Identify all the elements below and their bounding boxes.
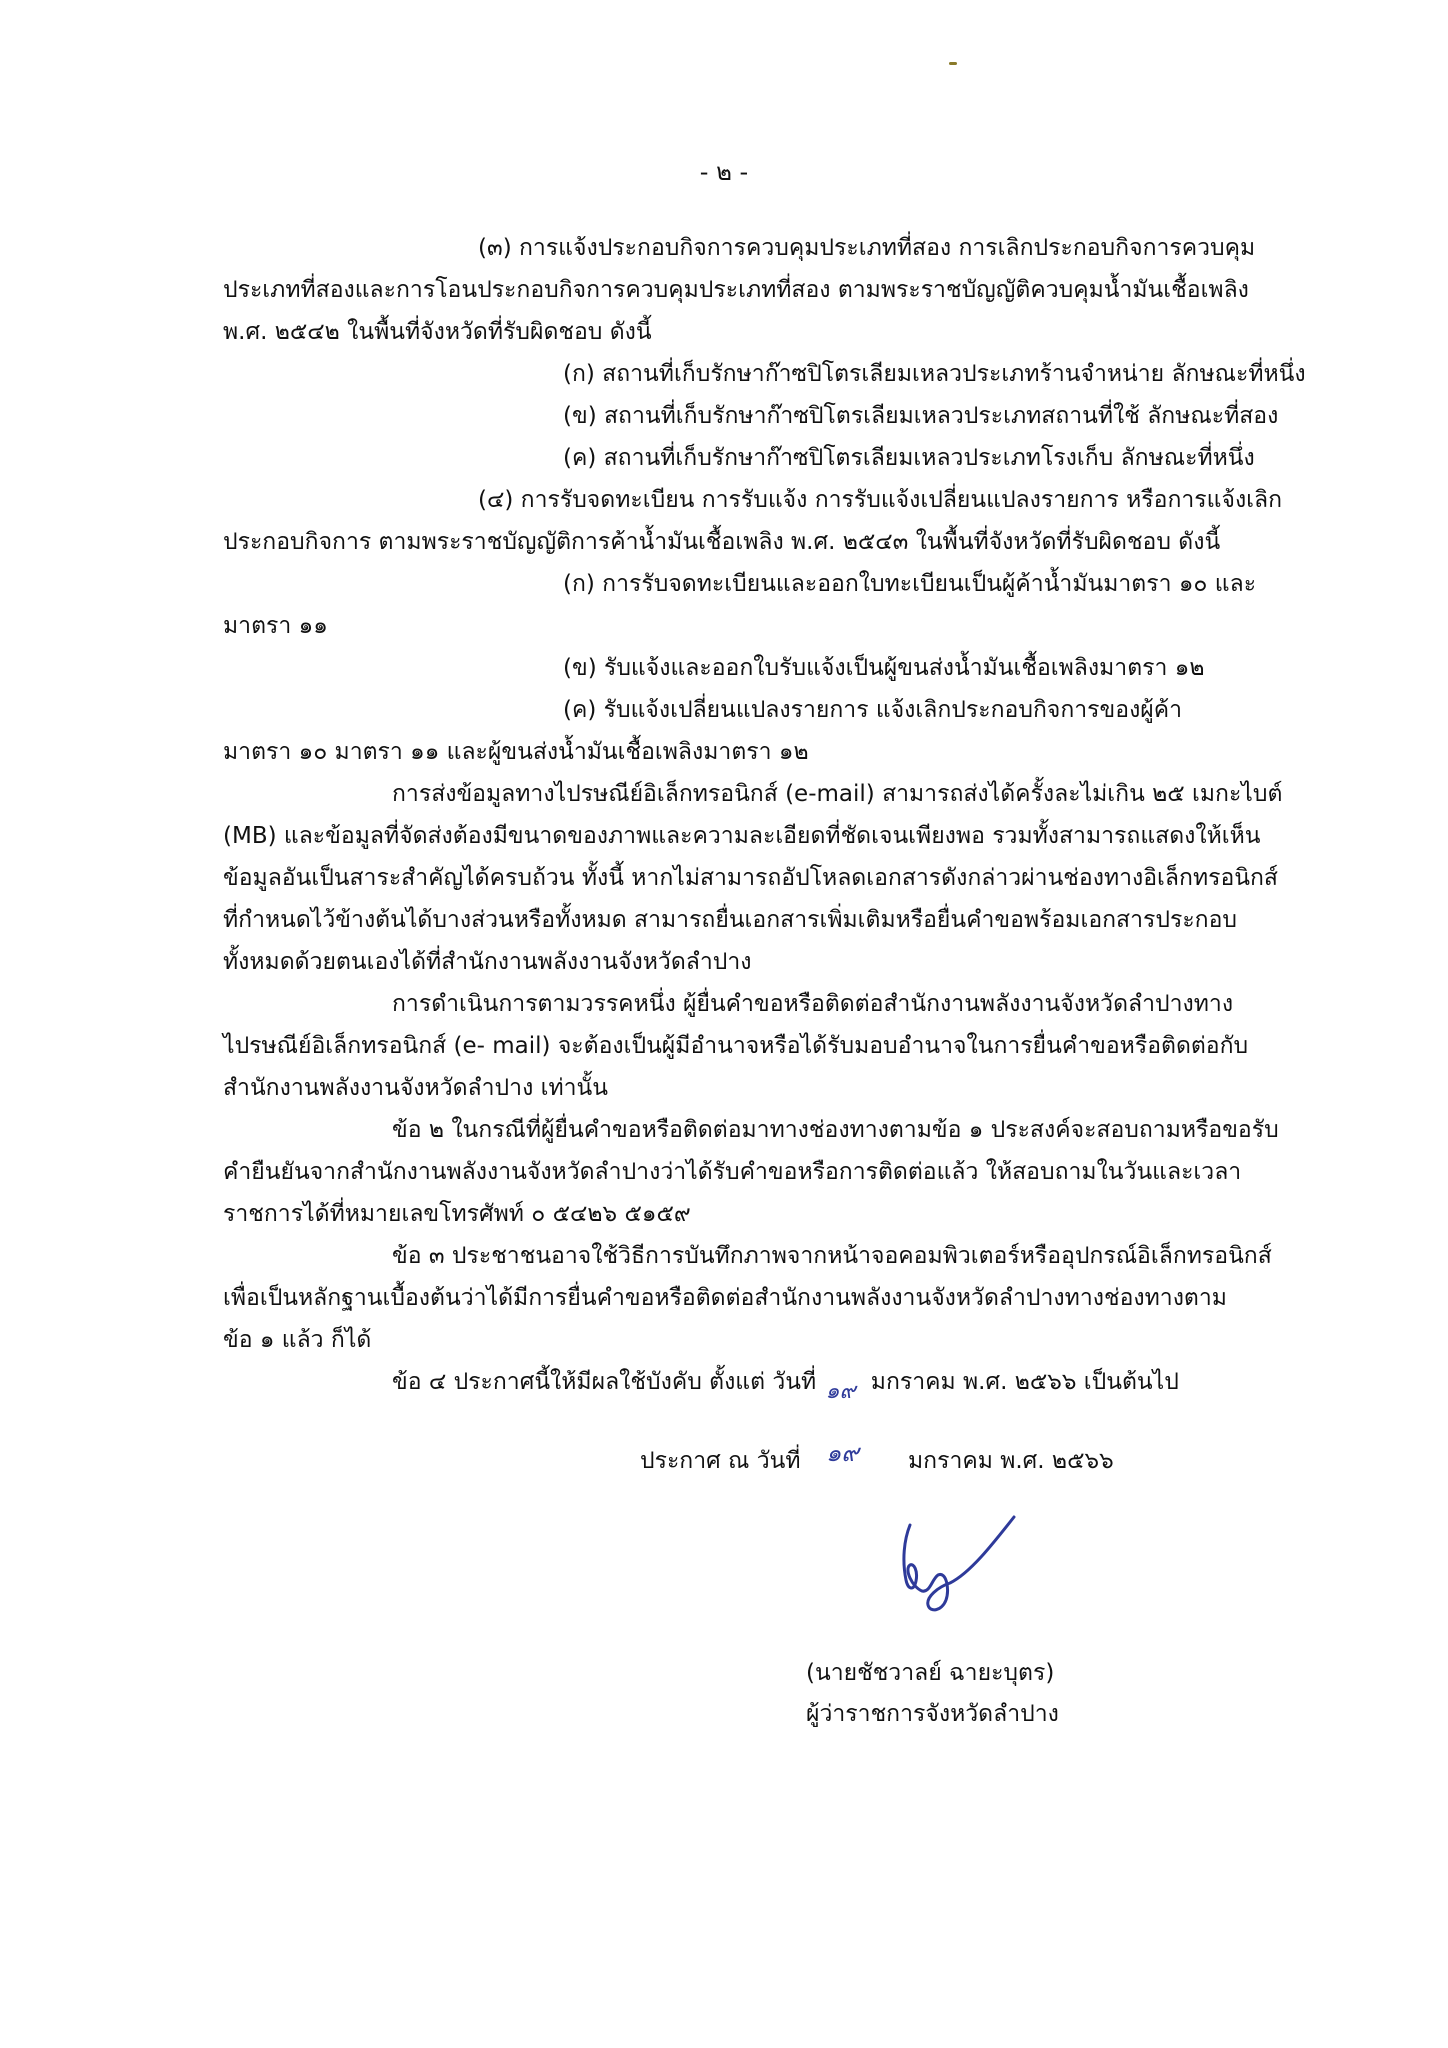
- clause-3-line-3: ข้อ ๑ แล้ว ก็ได้: [223, 1327, 372, 1353]
- email-para-line-2: (MB) และข้อมูลที่จัดส่งต้องมีขนาดของภาพและความละเอียดที่ชัดเจนเพียงพอ รวมทั้งสามารถแสดงให้เห็น: [223, 823, 1261, 849]
- operation-para-line-1: การดำเนินการตามวรรคหนึ่ง ผู้ยื่นคำขอหรือติดต่อสำนักงานพลังงานจังหวัดลำปางทาง: [392, 991, 1234, 1017]
- section-3-line-3: พ.ศ. ๒๕๔๒ ในพื้นที่จังหวัดที่รับผิดชอบ ดังนี้: [223, 319, 652, 345]
- signature-mark: [880, 1505, 1030, 1635]
- signatory-position: ผู้ว่าราชการจังหวัดลำปาง: [806, 1701, 1059, 1727]
- announce-month-year: มกราคม พ.ศ. ๒๕๖๖: [908, 1448, 1114, 1474]
- operation-para-line-3: สำนักงานพลังงานจังหวัดลำปาง เท่านั้น: [223, 1075, 608, 1101]
- clause-2-line-2: คำยืนยันจากสำนักงานพลังงานจังหวัดลำปางว่าได้รับคำขอหรือการติดต่อแล้ว ให้สอบถามในวันและเวลา: [223, 1159, 1242, 1185]
- handwritten-effective-day: ๑๙: [825, 1379, 856, 1404]
- section-3-line-1: (๓) การแจ้งประกอบกิจการควบคุมประเภทที่สอง การเลิกประกอบกิจการควบคุม: [478, 235, 1256, 261]
- section-4-item-c-cont: มาตรา ๑๐ มาตรา ๑๑ และผู้ขนส่งน้ำมันเชื้อเพลิงมาตรา ๑๒: [223, 739, 809, 765]
- operation-para-line-2: ไปรษณีย์อิเล็กทรอนิกส์ (e- mail) จะต้องเป็นผู้มีอำนาจหรือได้รับมอบอำนาจในการยื่นคำขอหรือติดต่อกับ: [223, 1033, 1249, 1059]
- email-para-line-5: ทั้งหมดด้วยตนเองได้ที่สำนักงานพลังงานจังหวัดลำปาง: [223, 949, 752, 975]
- section-4-line-1: (๔) การรับจดทะเบียน การรับแจ้ง การรับแจ้งเปลี่ยนแปลงรายการ หรือการแจ้งเลิก: [478, 487, 1283, 513]
- section-4-line-2: ประกอบกิจการ ตามพระราชบัญญัติการค้าน้ำมันเชื้อเพลิง พ.ศ. ๒๕๔๓ ในพื้นที่จังหวัดที่รับผิดชอบ ดังนี้: [223, 529, 1221, 555]
- clause-4-before: ข้อ ๔ ประกาศนี้ให้มีผลใช้บังคับ ตั้งแต่ วันที่: [392, 1369, 817, 1395]
- handwritten-announce-day: ๑๙: [826, 1439, 859, 1467]
- clause-2-line-1: ข้อ ๒ ในกรณีที่ผู้ยื่นคำขอหรือติดต่อมาทางช่องทางตามข้อ ๑ ประสงค์จะสอบถามหรือขอรับ: [392, 1117, 1279, 1143]
- section-3-item-b: (ข) สถานที่เก็บรักษาก๊าซปิโตรเลียมเหลวประเภทสถานที่ใช้ ลักษณะที่สอง: [563, 403, 1279, 429]
- section-4-item-a: (ก) การรับจดทะเบียนและออกใบทะเบียนเป็นผู้ค้าน้ำมันมาตรา ๑๐ และ: [563, 571, 1257, 597]
- announce-prefix: ประกาศ ณ วันที่: [640, 1448, 801, 1474]
- section-3-line-2: ประเภทที่สองและการโอนประกอบกิจการควบคุมประเภทที่สอง ตามพระราชบัญญัติควบคุมน้ำมันเชื้อเพลิง: [223, 277, 1249, 303]
- section-3-item-a: (ก) สถานที่เก็บรักษาก๊าซปิโตรเลียมเหลวประเภทร้านจำหน่าย ลักษณะที่หนึ่ง: [563, 361, 1306, 387]
- clause-3-line-1: ข้อ ๓ ประชาชนอาจใช้วิธีการบันทึกภาพจากหน้าจอคอมพิวเตอร์หรืออุปกรณ์อิเล็กทรอนิกส์: [392, 1243, 1272, 1269]
- clause-2-line-3: ราชการได้ที่หมายเลขโทรศัพท์ ๐ ๕๔๒๖ ๕๑๕๙: [223, 1201, 691, 1227]
- scan-speck: [949, 62, 957, 65]
- signatory-name: (นายชัชวาลย์ ฉายะบุตร): [806, 1660, 1055, 1686]
- section-4-item-b: (ข) รับแจ้งและออกใบรับแจ้งเป็นผู้ขนส่งน้ำมันเชื้อเพลิงมาตรา ๑๒: [563, 655, 1205, 681]
- page-number: - ๒ -: [699, 158, 749, 186]
- email-para-line-4: ที่กำหนดไว้ข้างต้นได้บางส่วนหรือทั้งหมด สามารถยื่นเอกสารเพิ่มเติมหรือยื่นคำขอพร้อมเอกสารประกอบ: [223, 907, 1238, 933]
- email-para-line-1: การส่งข้อมูลทางไปรษณีย์อิเล็กทรอนิกส์ (e-mail) สามารถส่งได้ครั้งละไม่เกิน ๒๕ เมกะไบต์: [392, 781, 1283, 807]
- clause-4-after: มกราคม พ.ศ. ๒๕๖๖ เป็นต้นไป: [870, 1369, 1179, 1395]
- section-3-item-c: (ค) สถานที่เก็บรักษาก๊าซปิโตรเลียมเหลวประเภทโรงเก็บ ลักษณะที่หนึ่ง: [563, 445, 1255, 471]
- section-4-item-a-cont: มาตรา ๑๑: [223, 613, 328, 639]
- section-4-item-c: (ค) รับแจ้งเปลี่ยนแปลงรายการ แจ้งเลิกประกอบกิจการของผู้ค้า: [563, 697, 1183, 723]
- clause-3-line-2: เพื่อเป็นหลักฐานเบื้องต้นว่าได้มีการยื่นคำขอหรือติดต่อสำนักงานพลังงานจังหวัดลำปางทางช่องทางตาม: [223, 1285, 1227, 1311]
- email-para-line-3: ข้อมูลอันเป็นสาระสำคัญได้ครบถ้วน ทั้งนี้ หากไม่สามารถอัปโหลดเอกสารดังกล่าวผ่านช่องทางอิเล็กทรอนิกส์: [223, 865, 1278, 891]
- clause-4-line: [392, 1369, 1179, 1404]
